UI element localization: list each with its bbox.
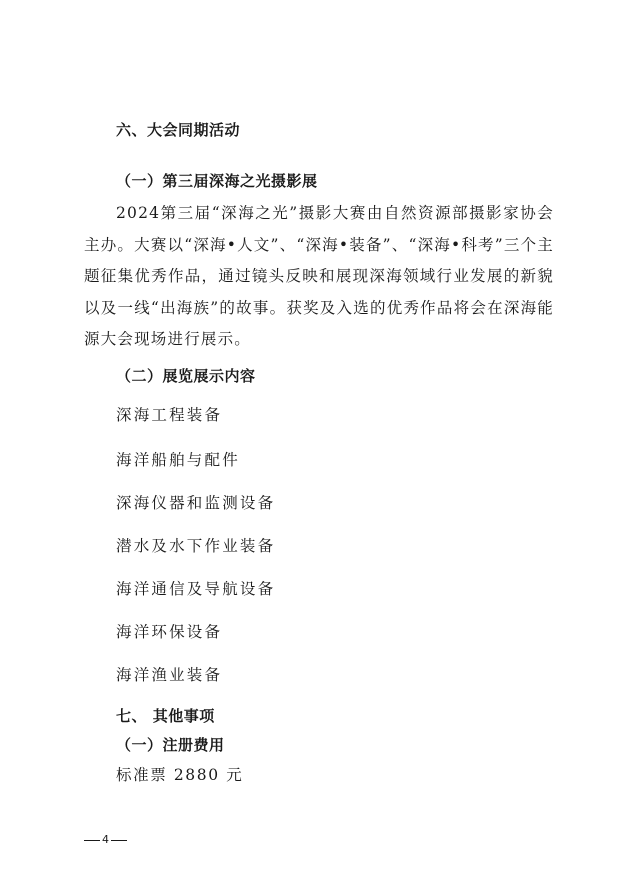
registration-fee-text: 标准票 2880 元 bbox=[116, 766, 244, 784]
exhibition-item: 海洋通信及导航设备 bbox=[116, 580, 276, 598]
section-six-sub1-title: （一）第三届深海之光摄影展 bbox=[116, 172, 318, 190]
exhibition-item: 深海工程装备 bbox=[116, 406, 223, 424]
footer-dash-left bbox=[84, 840, 100, 841]
section-six-title: 六、大会同期活动 bbox=[116, 121, 241, 139]
exhibition-item: 潜水及水下作业装备 bbox=[116, 537, 276, 555]
section-six-sub2-title: （二）展览展示内容 bbox=[116, 367, 256, 385]
photography-exhibition-paragraph: 2024第三届“深海之光”摄影大赛由自然资源部摄影家协会主办。大赛以“深海•人文”、“深海•装备”、“深海•科考”三个主题征集优秀作品，通过镜头反映和展现深海领域行业发展的新貌以及一线“出海族”的故事。获奖及入选的优秀作品将会在深海能源大会现场进行展示。 bbox=[84, 204, 554, 348]
page-footer bbox=[84, 833, 127, 847]
section-seven-sub1-title: （一）注册费用 bbox=[116, 736, 225, 754]
footer-dash-right bbox=[111, 840, 127, 841]
page-number: 4 bbox=[102, 833, 109, 846]
exhibition-item: 海洋环保设备 bbox=[116, 623, 223, 641]
section-seven-title: 七、 其他事项 bbox=[116, 707, 215, 725]
exhibition-item: 海洋船舶与配件 bbox=[116, 451, 240, 469]
exhibition-item: 海洋渔业装备 bbox=[116, 666, 223, 684]
exhibition-item: 深海仪器和监测设备 bbox=[116, 494, 276, 512]
